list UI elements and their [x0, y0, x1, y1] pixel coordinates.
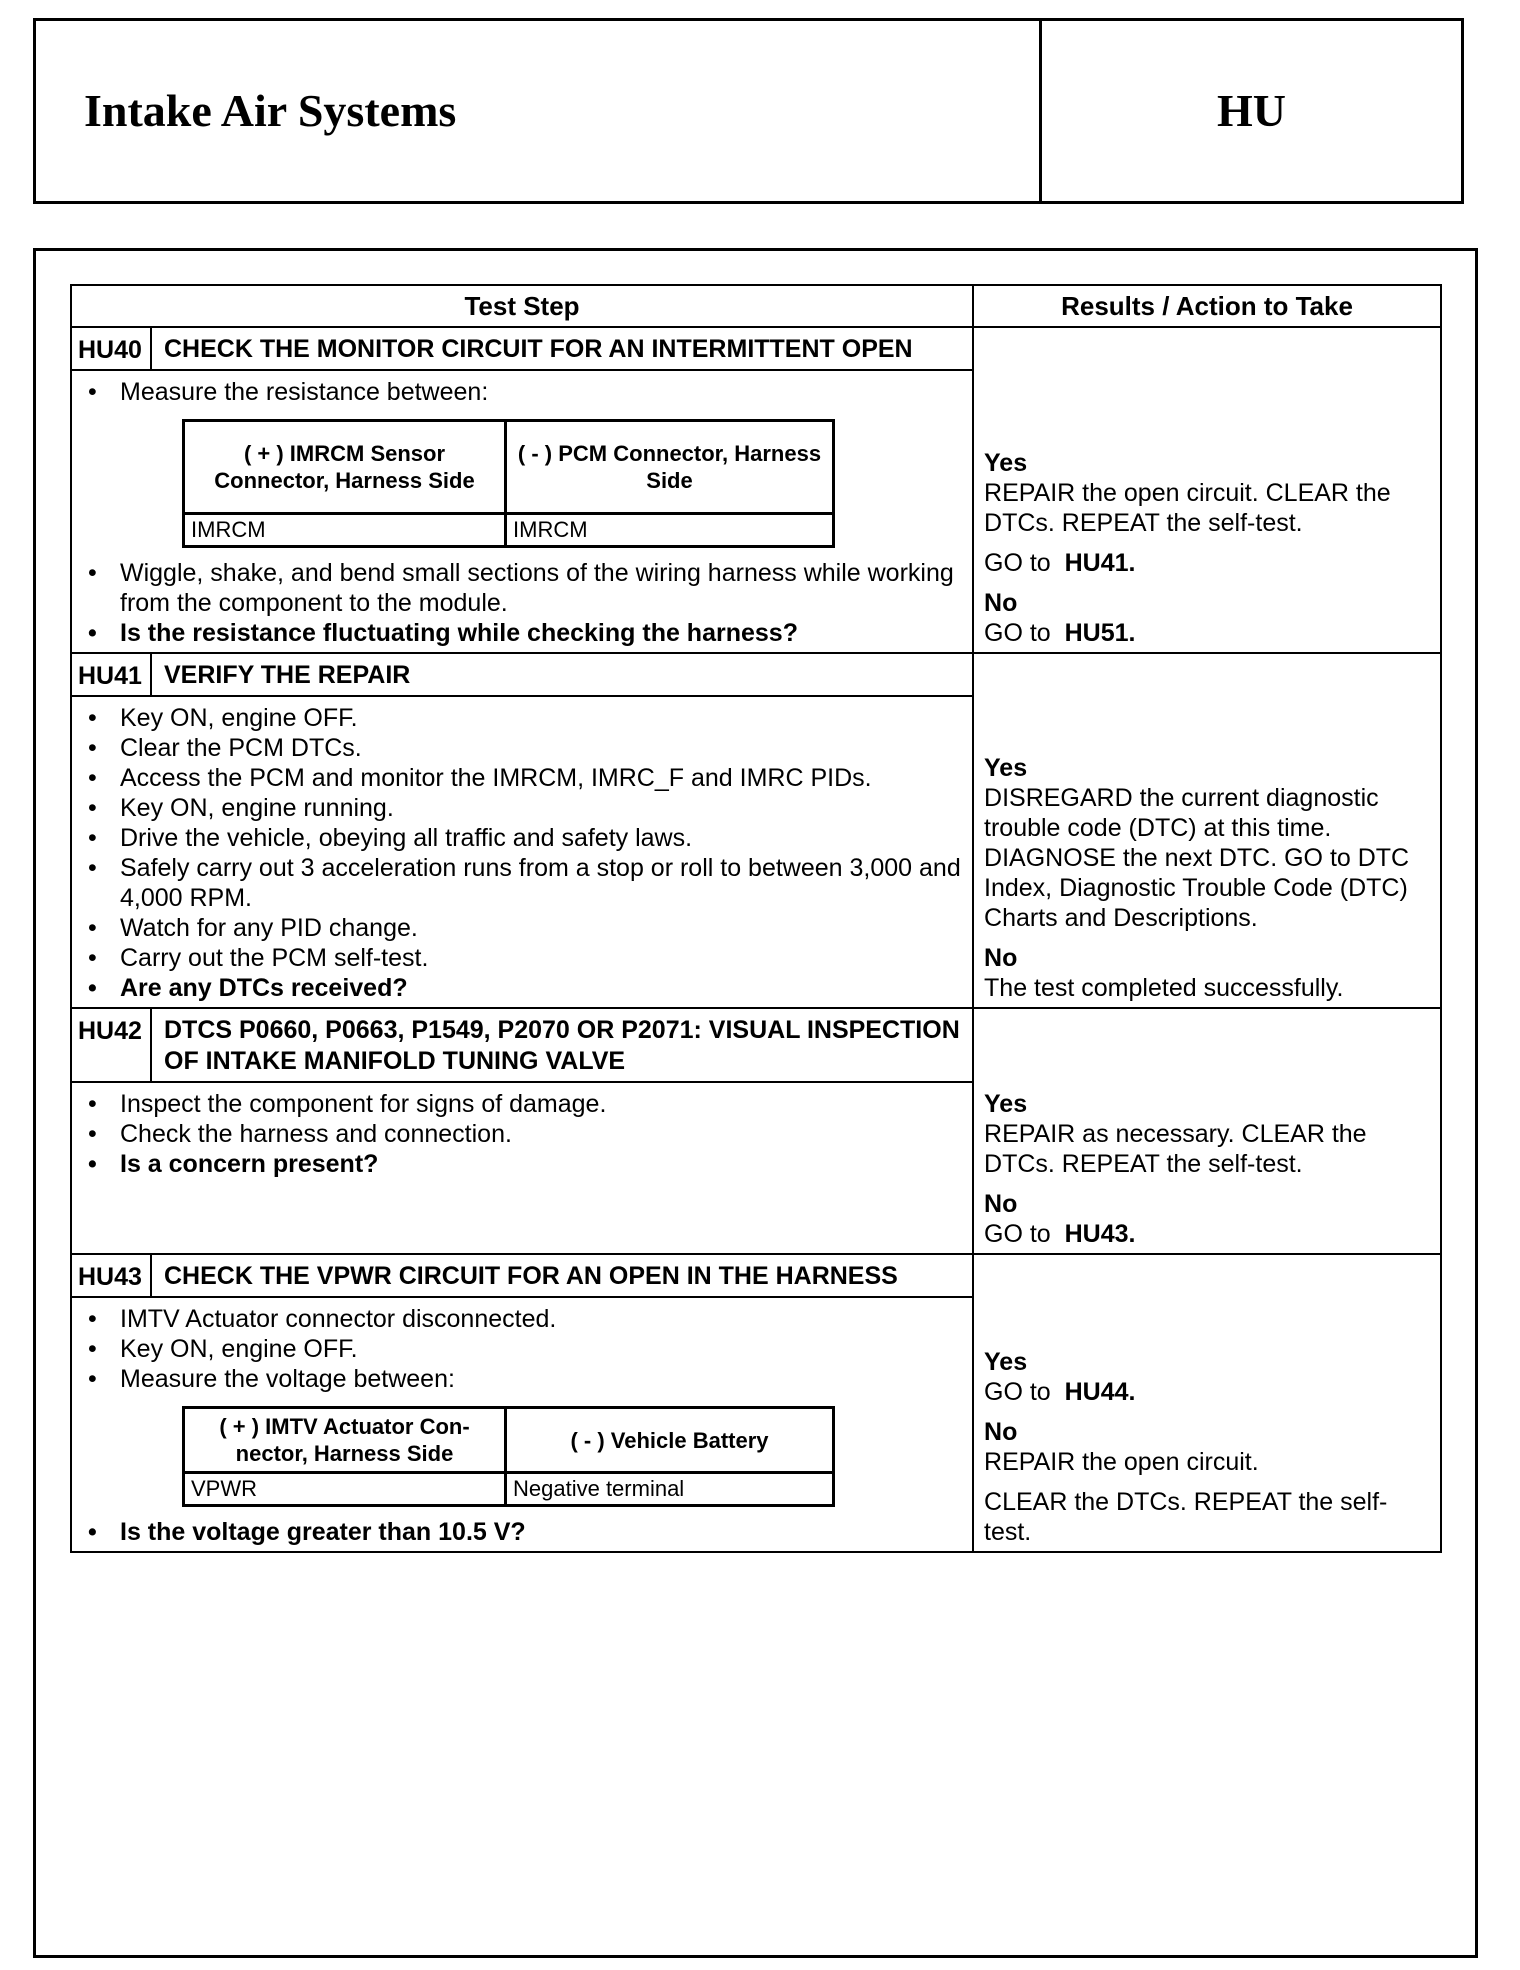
- step-body: [71, 1297, 973, 1552]
- yes-goto: GO to HU41.: [984, 549, 1136, 577]
- step-question: • Is a concern present?: [72, 1149, 964, 1179]
- section-code: HU: [1217, 85, 1286, 136]
- pin-table-header: ( + ) IMRCM Sensor Connector, Harness Side: [184, 421, 506, 514]
- no-action: REPAIR the open circuit.: [984, 1448, 1259, 1476]
- yes-label: Yes: [984, 754, 1028, 782]
- step-code: HU40: [71, 327, 151, 370]
- bullet-list: [72, 1089, 964, 1179]
- list-item: • Inspect the component for signs of damage.: [72, 1089, 964, 1119]
- list-item: • Wiggle, shake, and bend small sections of the wiring harness while working from the component to the module.: [72, 558, 964, 618]
- step-question: • Are any DTCs received?: [72, 973, 964, 1003]
- pin-table-header: ( - ) PCM Connector, Harness Side: [506, 421, 834, 514]
- pin-table-cell: Negative terminal: [506, 1473, 834, 1506]
- page-header: [33, 18, 1464, 204]
- step-body: [71, 370, 973, 653]
- goto-step-link: HU44.: [1064, 1378, 1136, 1406]
- list-item: • Access the PCM and monitor the IMRCM, IMRC_F and IMRC PIDs.: [72, 763, 964, 793]
- pin-table-cell: IMRCM: [184, 514, 506, 547]
- goto-step-link: HU41.: [1064, 549, 1136, 577]
- bullet-list: [72, 1517, 964, 1547]
- pin-table-header: ( - ) Vehicle Battery: [506, 1408, 834, 1473]
- goto-step-link: HU43.: [1064, 1220, 1136, 1248]
- bullet-list: [72, 377, 964, 407]
- step-title: DTCS P0660, P0663, P1549, P2070 OR P2071: VISUAL INSPECTION OF INTAKE MANIFOLD TUNING VALVE: [151, 1008, 973, 1082]
- yes-action: REPAIR as necessary. CLEAR the DTCs. REPEAT the self-test.: [984, 1120, 1367, 1178]
- section-title: Intake Air Systems: [84, 85, 457, 136]
- list-item: • IMTV Actuator connector disconnected.: [72, 1304, 964, 1334]
- no-goto: GO to HU43.: [984, 1220, 1136, 1248]
- col-header-test-step: Test Step: [71, 285, 973, 327]
- no-label: No: [984, 589, 1018, 617]
- step-hu43-title-row: [71, 1254, 1441, 1297]
- list-item: • Safely carry out 3 acceleration runs from a stop or roll to between 3,000 and 4,000 RPM.: [72, 853, 964, 913]
- step-code: HU41: [71, 653, 151, 696]
- no-label: No: [984, 1190, 1018, 1218]
- yes-action: DISREGARD the current diagnostic trouble code (DTC) at this time. DIAGNOSE the next DTC. GO to DTC Index, Diagnostic Trouble Code (DTC) Charts and Descriptions.: [984, 784, 1410, 932]
- yes-action: REPAIR the open circuit. CLEAR the DTCs. REPEAT the self-test.: [984, 479, 1391, 537]
- yes-label: Yes: [984, 1348, 1028, 1376]
- list-item: • Drive the vehicle, obeying all traffic and safety laws.: [72, 823, 964, 853]
- step-hu41-title-row: [71, 653, 1441, 696]
- list-item: • Carry out the PCM self-test.: [72, 943, 964, 973]
- bullet-list: [72, 558, 964, 648]
- step-question: • Is the voltage greater than 10.5 V?: [72, 1517, 964, 1547]
- no-label: No: [984, 1418, 1018, 1446]
- step-hu41-results: [973, 653, 1441, 1008]
- pin-table-header: ( + ) IMTV Actuator Con-nector, Harness Side: [184, 1408, 506, 1473]
- step-hu42-title-row: [71, 1008, 1441, 1082]
- yes-label: Yes: [984, 1090, 1028, 1118]
- list-item: • Measure the resistance between:: [72, 377, 964, 407]
- step-hu40-title-row: [71, 327, 1441, 370]
- voltage-pin-table: [182, 1406, 835, 1507]
- step-title: CHECK THE VPWR CIRCUIT FOR AN OPEN IN THE HARNESS: [151, 1254, 973, 1297]
- step-body: [71, 696, 973, 1008]
- pin-table-cell: VPWR: [184, 1473, 506, 1506]
- step-hu42-results: [973, 1008, 1441, 1254]
- list-item: • Check the harness and connection.: [72, 1119, 964, 1149]
- list-item: • Key ON, engine OFF.: [72, 1334, 964, 1364]
- no-goto: GO to HU51.: [984, 619, 1136, 647]
- table-header-row: [71, 285, 1441, 327]
- no-action: The test completed successfully.: [984, 974, 1344, 1002]
- list-item: • Measure the voltage between:: [72, 1364, 964, 1394]
- test-step-table: [70, 284, 1442, 1553]
- yes-label: Yes: [984, 449, 1028, 477]
- yes-goto: GO to HU44.: [984, 1378, 1136, 1406]
- list-item: • Watch for any PID change.: [72, 913, 964, 943]
- no-action: CLEAR the DTCs. REPEAT the self-test.: [984, 1488, 1388, 1546]
- list-item: • Key ON, engine OFF.: [72, 703, 964, 733]
- col-header-results: Results / Action to Take: [973, 285, 1441, 327]
- step-title: VERIFY THE REPAIR: [151, 653, 973, 696]
- step-code: HU43: [71, 1254, 151, 1297]
- step-title: CHECK THE MONITOR CIRCUIT FOR AN INTERMITTENT OPEN: [151, 327, 973, 370]
- list-item: • Clear the PCM DTCs.: [72, 733, 964, 763]
- resistance-pin-table: [182, 419, 835, 548]
- step-hu40-results: [973, 327, 1441, 653]
- step-question: • Is the resistance fluctuating while checking the harness?: [72, 618, 964, 648]
- step-code: HU42: [71, 1008, 151, 1082]
- list-item: • Key ON, engine running.: [72, 793, 964, 823]
- pin-table-cell: IMRCM: [506, 514, 834, 547]
- content-frame: [33, 248, 1478, 1958]
- step-body: [71, 1082, 973, 1254]
- no-label: No: [984, 944, 1018, 972]
- bullet-list: [72, 1304, 964, 1394]
- goto-step-link: HU51.: [1064, 619, 1136, 647]
- bullet-list: [72, 703, 964, 1003]
- step-hu43-results: [973, 1254, 1441, 1552]
